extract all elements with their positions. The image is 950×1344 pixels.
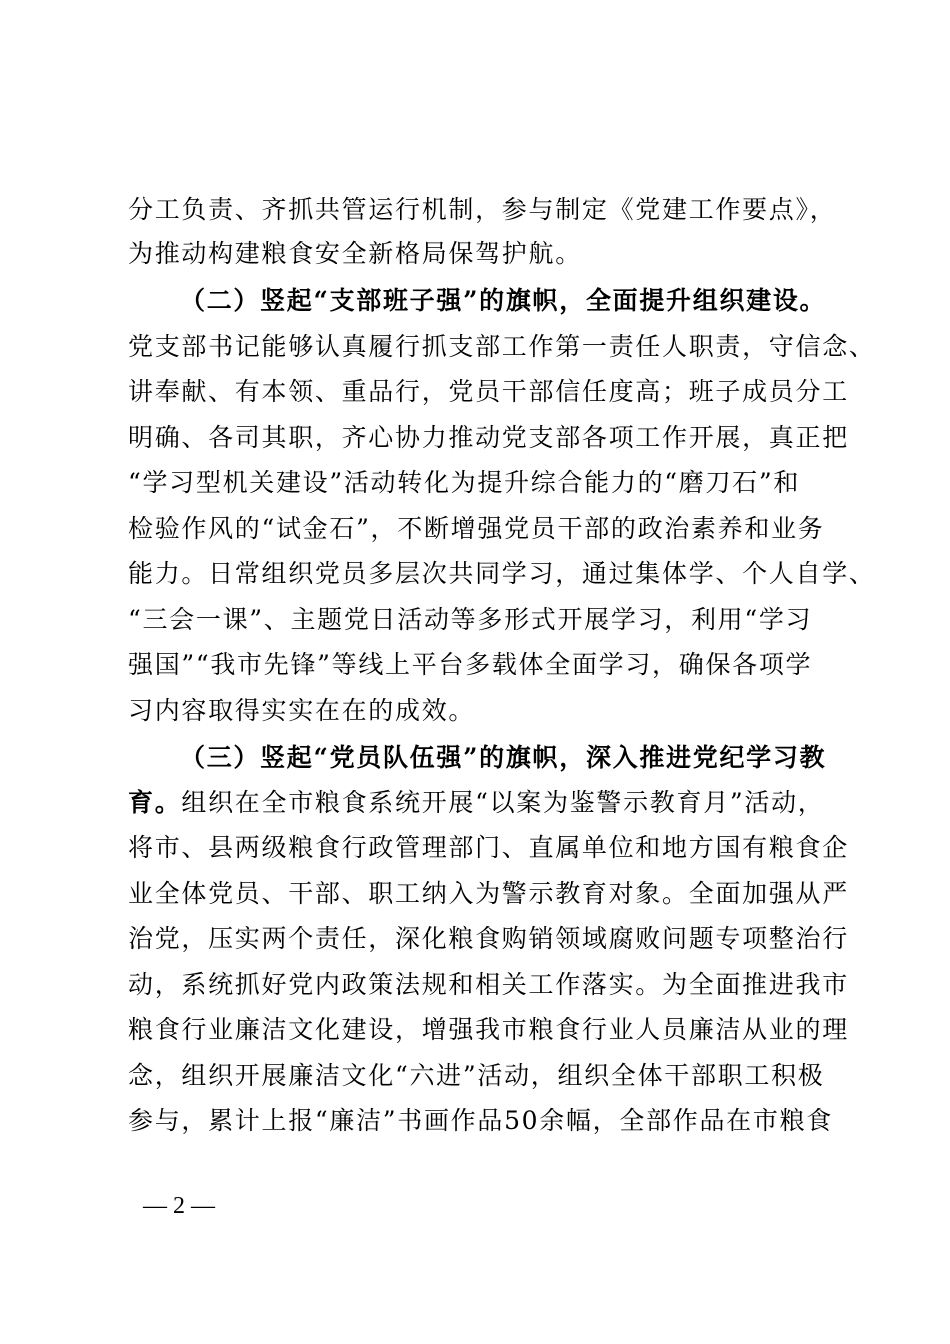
body-text-line: 讲奉献、有本领、重品行，党员干部信任度高；班子成员分工 bbox=[128, 377, 849, 406]
body-text-line: 治党，压实两个责任，深化粮食购销领域腐败问题专项整治行 bbox=[128, 924, 849, 953]
body-text-line: 党支部书记能够认真履行抓支部工作第一责任人职责，守信念、 bbox=[128, 332, 876, 361]
body-text-line: 检验作风的“试金石”，不断增强党员干部的政治素养和业务 bbox=[128, 514, 825, 543]
section-heading: （三）竖起“党员队伍强”的旗帜，深入推进党纪学习教 bbox=[180, 743, 827, 772]
body-text-line: 业全体党员、干部、职工纳入为警示教育对象。全面加强从严 bbox=[128, 879, 849, 908]
body-text-run: 组织在全市粮食系统开展“以案为鉴警示教育月”活动， bbox=[181, 788, 825, 817]
body-text-line: 念，组织开展廉洁文化“六进”活动，组织全体干部职工积极 bbox=[128, 1061, 825, 1090]
body-text-line: 习内容取得实实在在的成效。 bbox=[128, 696, 476, 725]
page-number: — 2 — bbox=[143, 1193, 215, 1219]
section-heading-end: 育。 bbox=[128, 788, 182, 817]
body-text-line: 为推动构建粮食安全新格局保驾护航。 bbox=[128, 239, 582, 268]
section-heading: （二）竖起“支部班子强”的旗帜，全面提升组织建设。 bbox=[180, 286, 827, 315]
body-text-line: 明确、各司其职，齐心协力推动党支部各项工作开展，真正把 bbox=[128, 423, 849, 452]
body-text-line: 分工负责、齐抓共管运行机制，参与制定《党建工作要点》， bbox=[128, 195, 837, 224]
body-text-line: “学习型机关建设”活动转化为提升综合能力的“磨刀石”和 bbox=[128, 468, 801, 497]
body-text-line: 粮食行业廉洁文化建设，增强我市粮食行业人员廉洁从业的理 bbox=[128, 1015, 849, 1044]
heading-continuation-line bbox=[128, 787, 824, 819]
body-text-line: “三会一课”、主题党日活动等多形式开展学习，利用“学习 bbox=[128, 605, 813, 634]
body-text-line: 动，系统抓好党内政策法规和相关工作落实。为全面推进我市 bbox=[128, 970, 849, 999]
body-text-line: 强国”“我市先锋”等线上平台多载体全面学习，确保各项学 bbox=[128, 650, 813, 679]
body-text-line: 参与，累计上报“廉洁”书画作品50余幅，全部作品在市粮食 bbox=[128, 1106, 833, 1135]
body-text-line: 将市、县两级粮食行政管理部门、直属单位和地方国有粮食企 bbox=[128, 833, 849, 862]
body-text-line: 能力。日常组织党员多层次共同学习，通过集体学、个人自学、 bbox=[128, 559, 876, 588]
